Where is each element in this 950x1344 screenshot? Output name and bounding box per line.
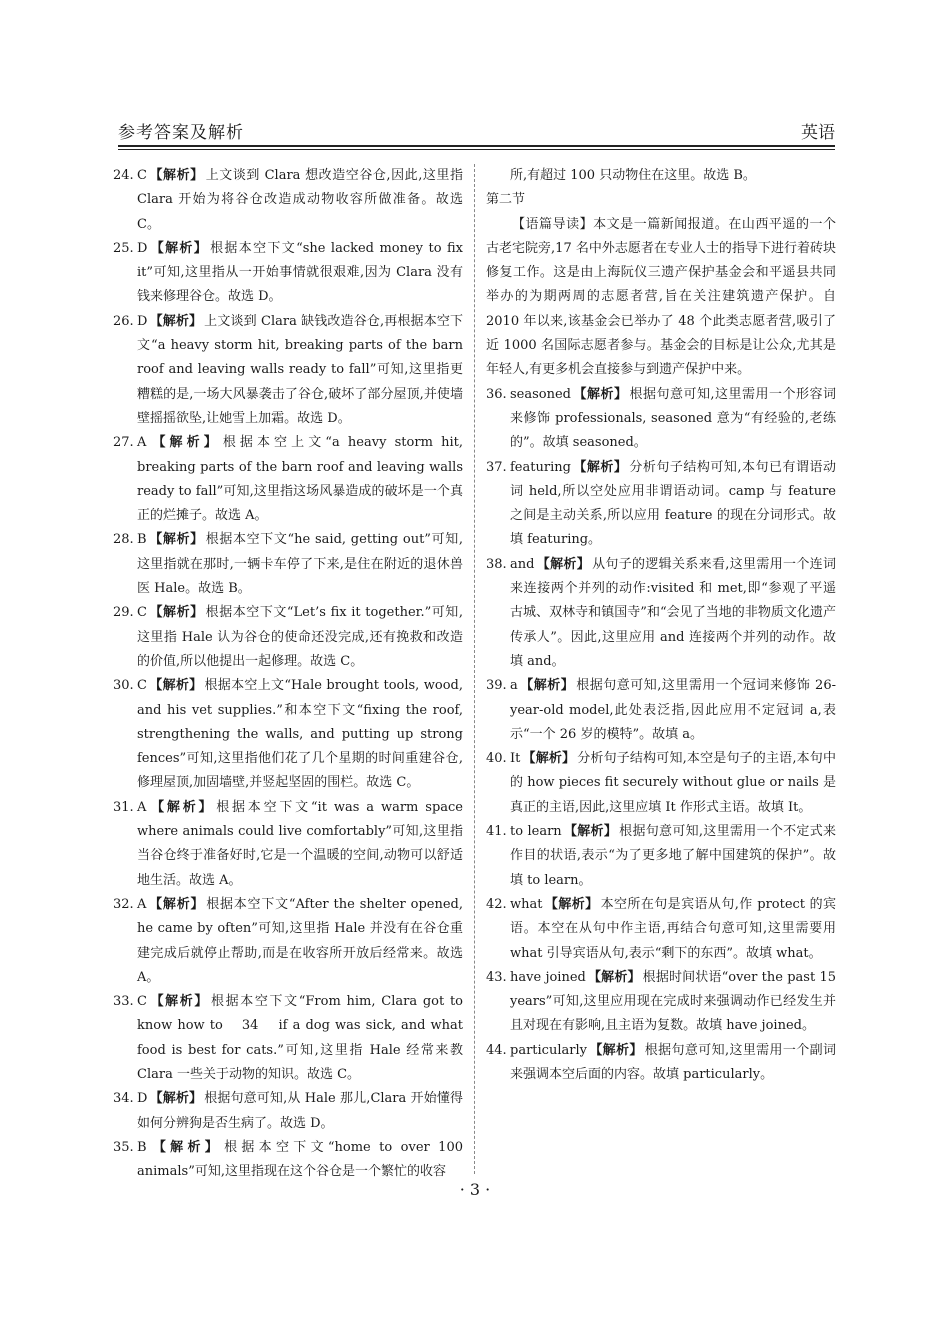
item-number: 35.	[113, 1139, 134, 1155]
answer-item	[113, 893, 463, 990]
item-number: 26.	[113, 313, 134, 329]
item-answer: have joined	[510, 969, 586, 985]
item-body	[510, 456, 836, 553]
answer-item	[113, 164, 463, 237]
answer-item	[486, 383, 836, 456]
answer-item	[486, 966, 836, 1039]
right-items	[486, 383, 836, 1088]
item-answer: particularly	[510, 1042, 587, 1058]
analysis-tag: 【解析】	[148, 168, 204, 183]
item-answer: D	[137, 1091, 148, 1107]
analysis-tag: 【解析】	[148, 532, 204, 548]
item-body	[137, 237, 463, 310]
answer-item	[486, 820, 836, 893]
item-explanation: 上文谈到 Clara 想改造空谷仓,因此,这里指 Clara 开始为将谷仓改造成动物收容所做准备。故选 C。	[137, 168, 463, 232]
answer-item	[113, 1087, 463, 1136]
item-answer: to learn	[510, 824, 562, 840]
item-explanation: 根据句意可知,这里需用一个冠词来修饰 26-year-old model,此处表泛指,因此应用不定冠词 a,表示“一个 26 岁的模特”。故填 a。	[510, 678, 836, 742]
item-explanation: 根据本空下文“Let’s fix it together.”可知,这里指 Hale 认为谷仓的使命还没完成,还有挽救和改造的价值,所以他提出一起修理。故选 C。	[137, 605, 463, 669]
item-number: 40.	[486, 751, 507, 767]
answer-item	[113, 237, 463, 310]
item-body	[510, 553, 836, 674]
header-subject: 英语	[801, 123, 835, 143]
item-number: 34.	[113, 1091, 134, 1107]
item-answer: seasoned	[510, 386, 572, 402]
page-header	[118, 118, 835, 146]
continuation-text: 所,有超过 100 只动物住在这里。故选 B。	[510, 168, 756, 183]
item-explanation: 根据本空下文“she lacked money to fix it”可知,这里指从一开始事情就很艰难,因为 Clara 没有钱来修理谷仓。故选 D。	[137, 240, 463, 305]
item-body	[510, 747, 836, 820]
item-answer: featuring	[510, 459, 571, 475]
item-number: 30.	[113, 678, 134, 694]
item-number: 29.	[113, 605, 134, 621]
item-explanation: 根据句意可知,这里需用一个副词来强调本空后面的内容。故填 particularly。	[510, 1042, 836, 1082]
analysis-tag: 【解析】	[563, 824, 618, 840]
item-number: 27.	[113, 435, 134, 451]
item-body	[137, 796, 463, 893]
item-explanation: 根据本空下文“home to over 100 animals”可知,这里指现在这个谷仓是一个繁忙的收容	[137, 1139, 463, 1180]
item-explanation: 根据句意可知,这里需用一个不定式来作目的状语,表示“为了更多地了解中国建筑的保护”。故填 to learn。	[510, 824, 836, 888]
item-answer: C	[137, 168, 147, 183]
analysis-tag: 【解析】	[149, 313, 203, 329]
answer-item	[113, 528, 463, 601]
item-explanation: 上文谈到 Clara 缺钱改造谷仓,再根据本空下文“a heavy storm hit, breaking parts of the barn roof and leaving walls ready to fall”可知,这里指更糟糕的是,一场大风暴袭击了谷仓,破坏了部分屋顶,并使墙壁摇摇欲坠,让她雪上加霜。故选 D。	[137, 313, 463, 426]
item-number: 32.	[113, 896, 134, 912]
item-answer: A	[137, 435, 147, 451]
analysis-tag: 【解析】	[519, 678, 575, 694]
analysis-tag: 【解析】	[544, 896, 599, 912]
answer-item	[113, 674, 463, 795]
item-answer: B	[137, 1139, 147, 1155]
item-explanation: 根据本空上文“a heavy storm hit, breaking parts of the barn roof and leaving walls ready to fall”可知,这里指这场风暴造成的破坏是一个真正的烂摊子。故选 A。	[137, 435, 463, 524]
answer-item	[113, 990, 463, 1087]
item-body	[510, 966, 836, 1039]
answer-item	[486, 456, 836, 553]
item-answer: C	[137, 605, 147, 621]
answer-item	[113, 310, 463, 431]
answer-item	[486, 747, 836, 820]
item-answer: a	[510, 678, 518, 694]
header-rule	[118, 145, 835, 147]
analysis-tag: 【解析】	[148, 678, 203, 694]
reading-guide: 【语篇导读】本文是一篇新闻报道。在山西平遥的一个古老宅院旁,17 名中外志愿者在专业人士的指导下进行着砖块修复工作。这是由上海阮仪三遗产保护基金会和平遥县共同举办的为期两周的志愿者营,旨在关注建筑遗产保护。自 2010 年以来,该基金会已举办了 48 个此类志愿者营,吸引了近 1000 名国际志愿者参与。基金会的目标是让公众,尤其是年轻人,有更多机会直接参与到遗产保护中来。	[486, 216, 836, 378]
item-number: 37.	[486, 459, 507, 475]
header-rule-thin	[118, 149, 835, 150]
item-body	[137, 164, 463, 237]
column-divider	[474, 164, 475, 1174]
item-explanation: 根据句意可知,这里需用一个形容词来修饰 professionals, seasoned 意为“有经验的,老练的”。故填 seasoned。	[510, 386, 836, 451]
item-number: 44.	[486, 1042, 507, 1058]
item-explanation: 根据本空下文“After the shelter opened, he came by often”可知,这里指 Hale 并没有在谷仓重建完成后就停止帮助,而是在收容所开放后经常来。故选 A。	[137, 896, 463, 985]
analysis-tag: 【解析】	[148, 435, 221, 451]
item-explanation: 根据本空下文“From him, Clara got to know how to 34 if a dog was sick, and what food is best for cats.”可知,这里指 Hale 经常来教 Clara 一些关于动物的知识。故选 C。	[137, 994, 463, 1082]
item-answer: A	[137, 799, 147, 815]
analysis-tag: 【解析】	[149, 1091, 203, 1107]
right-column	[486, 164, 836, 1087]
item-answer: C	[137, 994, 147, 1010]
analysis-tag: 【解析】	[149, 240, 209, 256]
item-number: 39.	[486, 678, 507, 694]
item-answer: D	[137, 240, 148, 256]
page-number: · 3 ·	[459, 1180, 491, 1199]
answer-item	[486, 674, 836, 747]
answer-item	[113, 1136, 463, 1185]
analysis-tag: 【解析】	[522, 751, 576, 767]
item-number: 41.	[486, 824, 507, 840]
item-answer: A	[137, 896, 147, 912]
item-number: 42.	[486, 896, 507, 912]
item-answer: and	[510, 556, 535, 572]
analysis-tag: 【解析】	[588, 1042, 643, 1058]
item-number: 31.	[113, 799, 134, 815]
header-title: 参考答案及解析	[118, 123, 244, 143]
analysis-tag: 【解析】	[536, 556, 591, 572]
analysis-tag: 【解析】	[148, 994, 210, 1010]
analysis-tag: 【解析】	[148, 605, 204, 621]
item-explanation: 根据本空下文“it was a warm space where animals could live comfortably”可知,这里指当谷仓终于准备好时,它是一个温暖的空间,动物可以舒适地生活。故选 A。	[137, 799, 463, 888]
item-answer: It	[510, 751, 521, 767]
item-explanation: 从句子的逻辑关系来看,这里需用一个连词来连接两个并列的动作:visited 和 met,即“参观了平遥古城、双林寺和镇国寺”和“会见了当地的非物质文化遗产传承人”。因此,这里应用 and 连接两个并列的动作。故填 and。	[510, 556, 836, 669]
item-explanation: 本空所在句是宾语从句,作 protect 的宾语。本空在从句中作主语,再结合句意可知,这里需要用 what 引导宾语从句,表示“剩下的东西”。故填 what。	[510, 896, 836, 961]
item-body	[510, 383, 836, 456]
analysis-tag: 【解析】	[148, 799, 215, 815]
item-number: 24.	[113, 168, 134, 183]
item-body	[510, 674, 836, 747]
item-body	[137, 528, 463, 601]
analysis-tag: 【解析】	[148, 896, 205, 912]
item-explanation: 根据时间状语“over the past 15 years”可知,这里应用现在完成时来强调动作已经发生并且对现在有影响,且主语为复数。故填 have joined。	[510, 969, 836, 1034]
item-body	[510, 820, 836, 893]
item-answer: what	[510, 896, 543, 912]
analysis-tag: 【解析】	[148, 1139, 223, 1155]
item-body	[137, 310, 463, 431]
answer-item	[486, 1039, 836, 1088]
item-body	[510, 1039, 836, 1088]
item-number: 38.	[486, 556, 507, 572]
answer-item	[113, 431, 463, 528]
item-body	[137, 601, 463, 674]
answer-item	[486, 553, 836, 674]
item-body	[137, 674, 463, 795]
item-body	[137, 1136, 463, 1185]
item-body	[137, 893, 463, 990]
item-number: 43.	[486, 969, 507, 985]
item-explanation: 分析句子结构可知,本空是句子的主语,本句中的 how pieces fit securely without glue or nails 是真正的主语,因此,这里应填 It 作形式主语。故填 It。	[510, 751, 836, 815]
left-column	[113, 164, 463, 1184]
answer-item	[486, 893, 836, 966]
analysis-tag: 【解析】	[573, 386, 628, 402]
item-body	[510, 893, 836, 966]
section-title: 第二节	[486, 192, 526, 208]
item-body	[137, 1087, 463, 1136]
item-answer: D	[137, 313, 148, 329]
item-number: 25.	[113, 240, 134, 256]
answer-item	[113, 796, 463, 893]
item-number: 36.	[486, 386, 507, 402]
item-explanation: 根据句意可知,从 Hale 那儿,Clara 开始懂得如何分辨狗是否生病了。故选 D。	[137, 1091, 463, 1131]
item-answer: B	[137, 532, 147, 548]
item-body	[137, 431, 463, 528]
analysis-tag: 【解析】	[572, 459, 628, 475]
item-explanation: 根据本空上文“Hale brought tools, wood, and his vet supplies.”和本空下文“fixing the roof, strengthening the walls, and putting up strong fences”可知,这里指他们花了几个星期的时间重建谷仓,修理屋顶,加固墙壁,并竖起坚固的围栏。故选 C。	[137, 678, 463, 791]
item-number: 28.	[113, 532, 134, 548]
item-number: 33.	[113, 994, 134, 1010]
analysis-tag: 【解析】	[587, 969, 641, 985]
item-explanation: 根据本空下文“he said, getting out”可知,这里指就在那时,一辆卡车停了下来,是住在附近的退休兽医 Hale。故选 B。	[137, 532, 463, 597]
answer-item	[113, 601, 463, 674]
item-answer: C	[137, 678, 147, 694]
item-explanation: 分析句子结构可知,本句已有谓语动词 held,所以空处应用非谓语动词。camp 与 feature 之间是主动关系,所以应用 feature 的现在分词形式。故填 featuring。	[510, 459, 836, 548]
item-body	[137, 990, 463, 1087]
